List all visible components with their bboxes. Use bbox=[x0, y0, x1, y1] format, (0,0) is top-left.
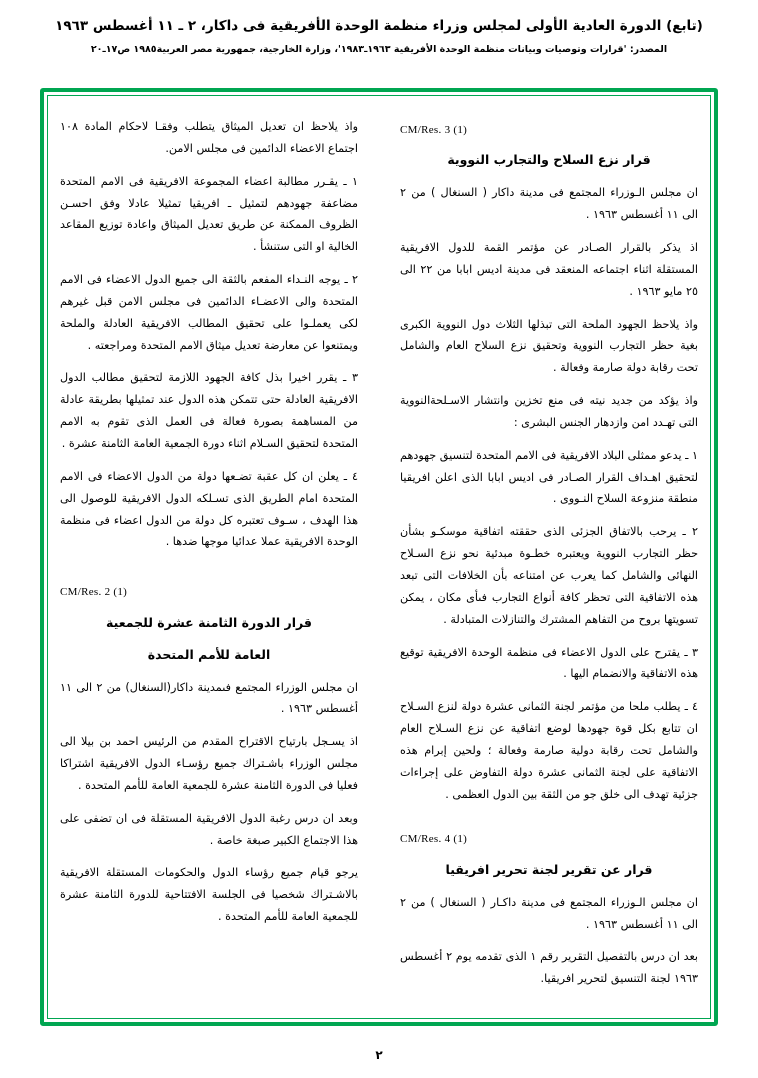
paragraph: ٢ ـ يرحب بالاتفاق الجزئى الذى حققته اتفاقية موسكـو بشأن حظر التجارب النووية ويعتبره خطـوة مبدئية نحو نزع السـلاح النهائى والشامل كما يعرب عن امتناعه بأن الخلافات التى تبعد هذه الاتفاقية التى تحظر كافة أنواع التجارب فىأى مكان ، يمكن تسويتها بروح من التفاهم المشترك والتنازلات المتبادلة . bbox=[400, 525, 698, 626]
paragraph: ٣ ـ يقترح على الدول الاعضاء فى منظمة الوحدة الافريقية توقيع هذه الاتفاقية والانضمام اليها . bbox=[400, 645, 698, 681]
paragraph: اذ يذكر بالقرار الصـادر عن مؤتمر القمة للدول الافريقية المستقلة اثناء اجتماعه المنعقد فى مدينة اديس ابابا من ٢٢ الى ٢٥ مايو ١٩٦٣ . bbox=[400, 241, 698, 298]
paragraph: ١ ـ يدعو ممثلى البلاد الافريقية فى الامم المتحدة لتنسيق جهودهم لتحقيق اهـداف القرار الصـادر فى اديس ابابا الذى اعلن افريقيا منطقة منزوعة السلاح النـووى . bbox=[400, 448, 698, 506]
paragraph: ٤ ـ يطلب ملحا من مؤتمر لجنة الثمانى عشرة دولة لنزع السـلاح ان تتابع بكل قوة جهودها لوضع اتفاقية عن نزع السـلاح العام والشامل تحت رقابة دولية صارمة وفعالة ؛ ولحين إبرام هذه الاتفاقية على لجنة الثمانى عشرة دولة التفاوض على إجراءات جزئية تهدف الى خلق جو من الثقة بين الدول العظمى . bbox=[400, 700, 698, 801]
resolution-label-cm-res-2: CM/Res. 2 (1) bbox=[60, 586, 128, 599]
resolution-label-cm-res-4: CM/Res. 4 (1) bbox=[400, 833, 468, 846]
header-source: المصدر: 'قرارات وتوصيات وبيانات منظمة الوحدة الأفريقية ١٩٦٣ـ١٩٨٣'، وزارة الخارجية، جمهورية مصر العربية١٩٨٥ ص١٧ـ٢٠ bbox=[90, 44, 668, 56]
page-number: ٢ bbox=[375, 1048, 383, 1062]
column-right bbox=[392, 96, 706, 1018]
section-spacer bbox=[60, 564, 358, 578]
header-title: (تابع) الدورة العادية الأولى لمجلس وزراء منظمة الوحدة الأفريقية فى داكار، ٢ ـ ١١ أغسطس ١٩٦٣ bbox=[55, 18, 703, 34]
paragraph: بعد ان درس بالتفصيل التقرير رقم ١ الذى تقدمه يوم ٢ أغسطس ١٩٦٣ لجنة التنسيق لتحرير افريقيا. bbox=[400, 950, 699, 986]
paragraph: واذ يلاحظ الجهود الملحة التى تبذلها الثلاث دول النووية الكبرى بغية حظر التجارب النووية وتحقيق نزع السلاح العام والشامل تحت رقابة دولة صارمة وفعالة . bbox=[400, 317, 698, 375]
resolution-title-cm-res-4: قرار عن تقرير لجنة تحرير افريقيا bbox=[445, 861, 653, 877]
paragraph: ٤ ـ يعلن ان كل عقبة تضـعها دولة من الدول الاعضاء فى الامم المتحدة امام الطريق الذى تسـلكه الدول الافريقية للوصول الى هذا الهدف ، سـوف تعتبره كل دولة من الدول اعضاء فى منظمة الوحدة الافريقية عملا عدائيا موجها ضدها . bbox=[60, 469, 358, 549]
paragraph: ٣ ـ يقرر اخيرا بذل كافة الجهود اللازمة لتحقيق مطالب الدول الافريقية العادلة حتى تتمكن هذه الدول عند تمثيلها بطريقة عادلة من المساهمة بصورة فعالة فى العمل الذى تقوم به الامم المتحدة لتحقيق السـلام اثناء دورة الجمعية العامة الثامنة عشرة . bbox=[60, 371, 358, 450]
section-spacer bbox=[400, 816, 698, 825]
paragraph: واذ يلاحظ ان تعديل الميثاق يتطلب وفقـا لاحكام المادة ١٠٨ اجتماع الاعضاء الدائمين فى مجلس الامن. bbox=[60, 120, 358, 155]
paragraph: ٢ ـ يوجه النـداء المفعم بالثقة الى جميع الدول الاعضاء فى الامم المتحدة والى الاعضـاء الدائمين فى مجلس الامن قبل غيرهم لكى يعملـوا على تحقيق المطالب الافريقية العادلة والملحة ويمتنعوا عن معارضة تعديل ميثاق الامم المتحدة ومراجعته . bbox=[60, 273, 358, 352]
paragraph: يرجو قيام جميع رؤساء الدول والحكومات المستقلة الافريقية بالاشـتراك شخصيا فى الجلسة الافتتاحية للدورة الثامنة عشرة للجمعية العامة للأمم المتحدة . bbox=[60, 866, 358, 924]
resolution-subtitle-cm-res-2: العامة للأمم المتحدة bbox=[147, 646, 271, 662]
page-header bbox=[0, 0, 758, 57]
resolution-title-cm-res-3: قرار نزع السلاح والتجارب النووية bbox=[447, 152, 651, 168]
column-left bbox=[52, 96, 366, 1018]
resolution-title-cm-res-2: قرار الدورة الثامنة عشرة للجمعية bbox=[106, 614, 312, 630]
resolution-label-cm-res-3: CM/Res. 3 (1) bbox=[400, 124, 468, 136]
paragraph: واذ يؤكد من جديد نيته فى منع تخزين وانتشار الاسـلحةالنووية التى تهـدد امن وازدهار الجنس البشرى : bbox=[400, 394, 698, 429]
paragraph: ان مجلس الـوزراء المجتمع فى مدينة داكار ( السنغال ) من ٢ الى ١١ أغسطس ١٩٦٣ . bbox=[400, 186, 698, 222]
paragraph: وبعد ان درس رغبة الدول الافريقية المستقلة فى ان تضفى على هذا الاجتماع الكبير صبغة خاصة . bbox=[60, 811, 358, 847]
paragraph: ١ ـ يقـرر مطالبة اعضاء المجموعة الافريقية فى الامم المتحدة مضاعفة جهودهم لتمثيل ـ افريقيا تمثيلا عادلا وفق احسـن الظروف الممكنة عن طريق تعديل الميثاق واعادة توزيع المقاعد الخالية او التى ستنشأ . bbox=[60, 174, 358, 254]
body-columns bbox=[52, 96, 706, 1018]
paragraph: اذ يسـجل بارتياح الاقتراح المقدم من الرئيس احمد بن بيلا الى مجلس الوزراء باشـتراك جميع رؤسـاء الدول الافريقية اشتراكا فعليا فى الدورة الثامنة عشرة للجمعية العامة للأمم المتحدة . bbox=[60, 735, 358, 792]
paragraph: ان مجلس الوزراء المجتمع فىمدينة داكار(السنغال) من ٢ الى ١١ أغسطس ١٩٦٣ . bbox=[60, 680, 358, 716]
paragraph: ان مجلس الـوزراء المجتمع فى مدينة داكـار ( السنغال ) من ٢ الى ١١ أغسطس ١٩٦٣ . bbox=[400, 895, 698, 931]
